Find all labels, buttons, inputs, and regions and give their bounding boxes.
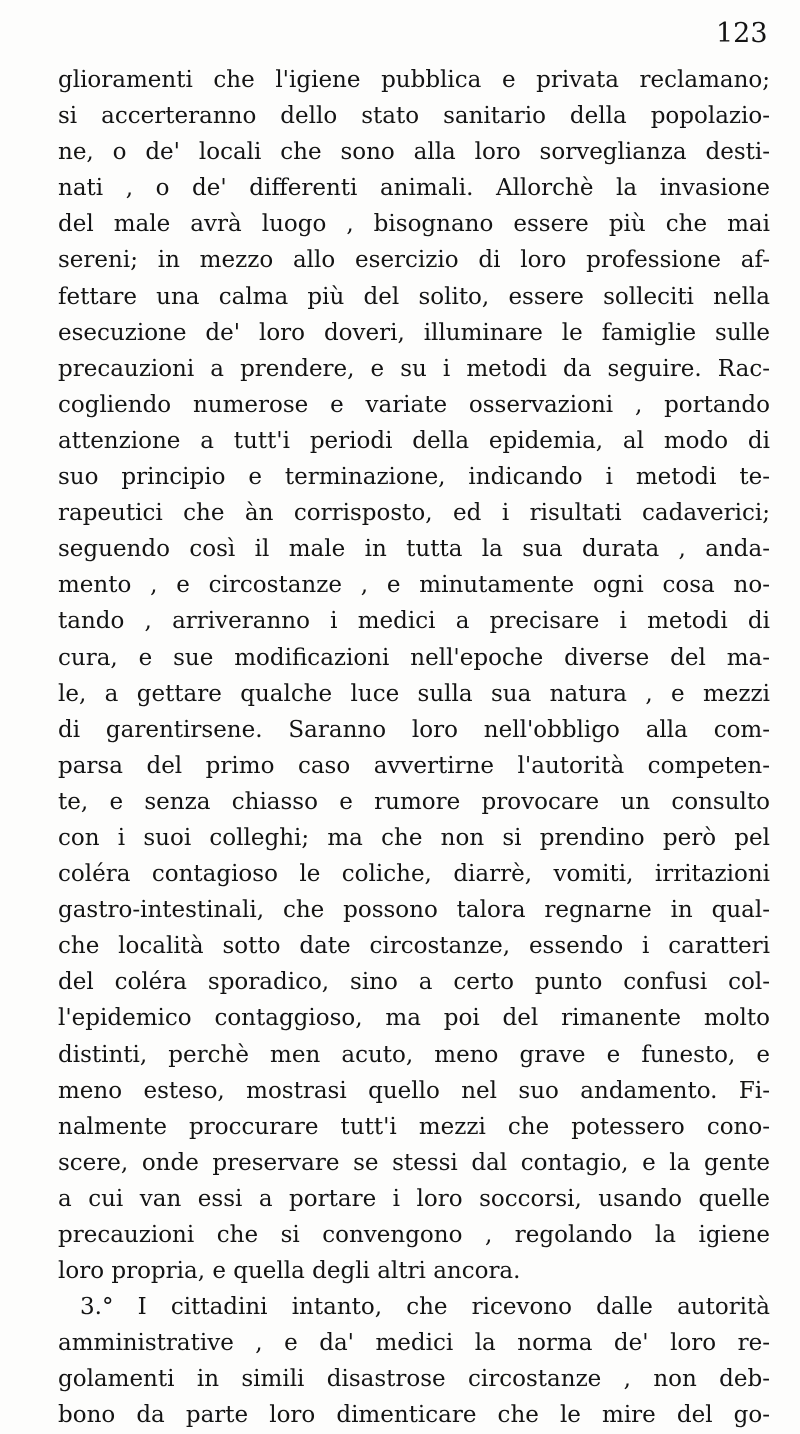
text-line: mento , e circostanze , e minutamente ogni cosa no- [58, 572, 770, 599]
text-line: amministrative , e da' medici la norma de' loro re- [58, 1330, 770, 1357]
body-text [58, 62, 770, 1434]
text-line: parsa del primo caso avvertirne l'autorità competen- [58, 752, 770, 779]
paragraph-end-line: loro propria, e quella degli altri ancora. [58, 1258, 521, 1285]
text-line: nalmente proccurare tutt'i mezzi che potessero cono- [58, 1113, 770, 1140]
text-line: con i suoi colleghi; ma che non si prendino però pel [58, 824, 770, 851]
text-line: ne, o de' locali che sono alla loro sorveglianza desti- [58, 139, 770, 166]
text-line: nati , o de' differenti animali. Allorchè la invasione [58, 175, 770, 202]
text-line: tando , arriveranno i medici a precisare i metodi di [58, 608, 770, 635]
text-line: gastro-intestinali, che possono talora regnarne in qual- [58, 897, 770, 924]
text-line: rapeutici che àn corrisposto, ed i risultati cadaverici; [58, 500, 770, 527]
text-line: si accerteranno dello stato sanitario della popolazio- [58, 103, 770, 130]
text-line: scere, onde preservare se stessi dal contagio, e la gente [58, 1149, 770, 1176]
text-line: di garentirsene. Saranno loro nell'obbligo alla com- [58, 716, 770, 743]
text-line: cogliendo numerose e variate osservazioni , portando [58, 391, 770, 418]
text-line: meno esteso, mostrasi quello nel suo andamento. Fi- [58, 1077, 770, 1104]
text-line: a cui van essi a portare i loro soccorsi, usando quelle [58, 1185, 770, 1212]
text-line: suo principio e terminazione, indicando i metodi te- [58, 464, 770, 491]
text-line: golamenti in simili disastrose circostanze , non deb- [58, 1366, 770, 1393]
text-line: precauzioni a prendere, e su i metodi da seguire. Rac- [58, 355, 770, 382]
text-line: fettare una calma più del solito, essere solleciti nella [58, 283, 770, 310]
text-line: seguendo così il male in tutta la sua durata , anda- [58, 536, 770, 563]
text-line: esecuzione de' loro doveri, illuminare le famiglie sulle [58, 319, 770, 346]
text-line: coléra contagioso le coliche, diarrè, vomiti, irritazioni [58, 861, 770, 888]
text-line: distinti, perchè men acuto, meno grave e funesto, e [58, 1041, 770, 1068]
text-line: cura, e sue modificazioni nell'epoche diverse del ma- [58, 644, 770, 671]
text-line: glioramenti che l'igiene pubblica e privata reclamano; [58, 67, 770, 93]
text-line: sereni; in mezzo allo esercizio di loro professione af- [58, 247, 770, 274]
text-line: te, e senza chiasso e rumore provocare un consulto [58, 788, 770, 815]
text-line: 3.° I cittadini intanto, che ricevono dalle autorità [80, 1294, 770, 1321]
text-line: del coléra sporadico, sino a certo punto confusi col- [58, 969, 770, 996]
text-line: che località sotto date circostanze, essendo i caratteri [58, 933, 770, 960]
text-line: precauzioni che si convengono , regolando la igiene [58, 1222, 770, 1248]
text-line: bono da parte loro dimenticare che le mire del go- [58, 1402, 770, 1429]
text-line: del male avrà luogo , bisognano essere più che mai [58, 211, 770, 238]
text-line: le, a gettare qualche luce sulla sua natura , e mezzi [58, 680, 770, 707]
page-number: 123 [716, 18, 768, 49]
text-line: l'epidemico contaggioso, ma poi del rimanente molto [58, 1005, 770, 1032]
text-line: attenzione a tutt'i periodi della epidemia, al modo di [58, 427, 770, 454]
